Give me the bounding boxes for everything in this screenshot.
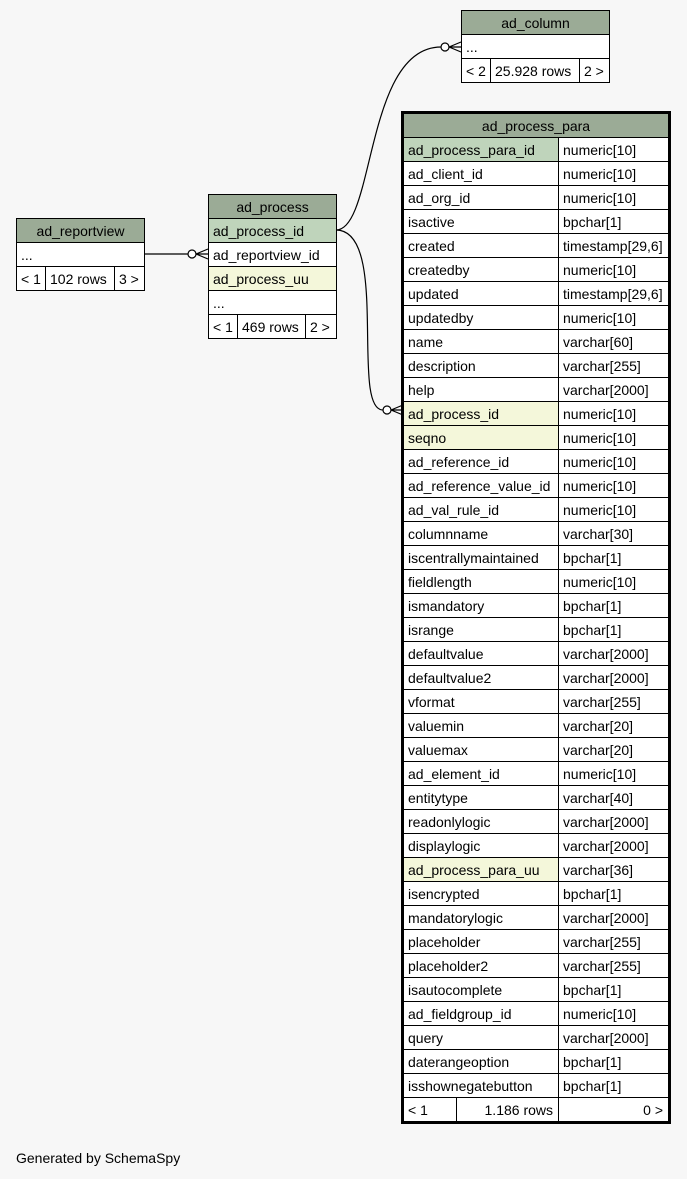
column-type: numeric[10] [559, 426, 670, 450]
column-type: numeric[10] [559, 138, 670, 162]
column-type: varchar[60] [559, 330, 670, 354]
column-row[interactable] [403, 282, 670, 306]
column-row[interactable] [403, 546, 670, 570]
column-row[interactable] [403, 786, 670, 810]
column-row[interactable] [403, 930, 670, 954]
column-ad-reportview-id[interactable]: ad_reportview_id [209, 243, 337, 267]
column-type: bpchar[1] [559, 594, 670, 618]
column-name[interactable]: createdby [403, 258, 559, 282]
column-name[interactable]: isrange [403, 618, 559, 642]
column-type: bpchar[1] [559, 210, 670, 234]
table-header[interactable]: ad_column [462, 11, 610, 35]
column-row[interactable] [403, 234, 670, 258]
column-type: varchar[2000] [559, 810, 670, 834]
column-name[interactable]: vformat [403, 690, 559, 714]
prev-link[interactable]: < 1 [403, 1098, 457, 1123]
column-type: varchar[2000] [559, 834, 670, 858]
column-row[interactable] [403, 834, 670, 858]
relation-crowfoot [196, 249, 208, 259]
column-name[interactable]: ad_org_id [403, 186, 559, 210]
column-type: varchar[36] [559, 858, 670, 882]
column-type: varchar[2000] [559, 906, 670, 930]
relation-crowfoot [449, 42, 461, 52]
next-link[interactable]: 2 > [306, 315, 337, 339]
column-name[interactable]: valuemax [403, 738, 559, 762]
column-type: varchar[2000] [559, 666, 670, 690]
column-row[interactable] [403, 330, 670, 354]
column-type: bpchar[1] [559, 618, 670, 642]
column-row[interactable] [403, 162, 670, 186]
column-type: numeric[10] [559, 306, 670, 330]
column-type: bpchar[1] [559, 1074, 670, 1098]
column-name[interactable]: fieldlength [403, 570, 559, 594]
next-link[interactable]: 0 > [559, 1098, 670, 1123]
column-row[interactable] [403, 810, 670, 834]
table-header[interactable]: ad_process [209, 195, 337, 219]
column-name[interactable]: placeholder2 [403, 954, 559, 978]
column-row[interactable] [403, 354, 670, 378]
column-name[interactable]: isencrypted [403, 882, 559, 906]
column-type: varchar[255] [559, 954, 670, 978]
column-type: varchar[30] [559, 522, 670, 546]
column-type: varchar[20] [559, 738, 670, 762]
column-type: numeric[10] [559, 186, 670, 210]
table-ad-process[interactable] [208, 194, 337, 339]
column-name[interactable]: ad_process_para_id [403, 138, 559, 162]
column-name[interactable]: displaylogic [403, 834, 559, 858]
table-ad-reportview[interactable] [16, 218, 145, 291]
pagination-row [403, 1098, 670, 1123]
column-type: bpchar[1] [559, 978, 670, 1002]
prev-link[interactable]: < 1 [17, 267, 46, 291]
column-type: varchar[255] [559, 690, 670, 714]
column-row[interactable] [403, 1026, 670, 1050]
column-type: varchar[2000] [559, 378, 670, 402]
column-row[interactable] [403, 570, 670, 594]
column-row[interactable] [403, 402, 670, 426]
column-type: varchar[2000] [559, 1026, 670, 1050]
column-name[interactable]: created [403, 234, 559, 258]
column-row[interactable] [403, 738, 670, 762]
column-name[interactable]: ad_process_id [403, 402, 559, 426]
column-row[interactable] [403, 954, 670, 978]
column-row[interactable] [403, 210, 670, 234]
column-name[interactable]: isactive [403, 210, 559, 234]
column-type: varchar[20] [559, 714, 670, 738]
column-row[interactable] [403, 426, 670, 450]
column-row[interactable] [403, 714, 670, 738]
column-type: numeric[10] [559, 570, 670, 594]
column-name[interactable]: name [403, 330, 559, 354]
column-row[interactable] [403, 378, 670, 402]
column-name[interactable]: mandatorylogic [403, 906, 559, 930]
column-name[interactable]: entitytype [403, 786, 559, 810]
column-name[interactable]: updated [403, 282, 559, 306]
column-type: numeric[10] [559, 258, 670, 282]
relation-crowfoot-circle [188, 250, 196, 258]
column-row[interactable] [403, 690, 670, 714]
prev-link[interactable]: < 1 [209, 315, 238, 339]
ellipsis-row: ... [209, 291, 337, 315]
relation-crowfoot-circle [383, 406, 391, 414]
column-row[interactable] [403, 762, 670, 786]
column-type: numeric[10] [559, 762, 670, 786]
table-ad-column[interactable] [461, 10, 610, 83]
column-name[interactable]: ad_fieldgroup_id [403, 1002, 559, 1026]
column-name[interactable]: placeholder [403, 930, 559, 954]
column-row[interactable] [403, 594, 670, 618]
row-count: 25.928 rows [491, 59, 580, 83]
column-type: timestamp[29,6] [559, 234, 670, 258]
column-name[interactable]: updatedby [403, 306, 559, 330]
column-name[interactable]: valuemin [403, 714, 559, 738]
column-row[interactable] [403, 882, 670, 906]
column-type: timestamp[29,6] [559, 282, 670, 306]
column-row[interactable] [403, 642, 670, 666]
column-type: numeric[10] [559, 402, 670, 426]
column-row[interactable] [403, 1074, 670, 1098]
ellipsis-row: ... [462, 35, 610, 59]
column-row[interactable] [403, 978, 670, 1002]
relation-crowfoot-circle [441, 43, 449, 51]
column-name[interactable]: readonlylogic [403, 810, 559, 834]
column-row[interactable] [403, 138, 670, 162]
column-row[interactable] [403, 522, 670, 546]
column-name[interactable]: daterangeoption [403, 1050, 559, 1074]
column-ad-process-id[interactable]: ad_process_id [209, 219, 337, 243]
column-type: bpchar[1] [559, 882, 670, 906]
column-row[interactable] [403, 906, 670, 930]
column-name[interactable]: seqno [403, 426, 559, 450]
column-name[interactable]: ismandatory [403, 594, 559, 618]
column-name[interactable]: defaultvalue2 [403, 666, 559, 690]
column-type: numeric[10] [559, 498, 670, 522]
column-type: varchar[255] [559, 930, 670, 954]
column-row[interactable] [403, 498, 670, 522]
column-type: bpchar[1] [559, 546, 670, 570]
prev-link[interactable]: < 2 [462, 59, 491, 83]
column-name[interactable]: query [403, 1026, 559, 1050]
column-row[interactable] [403, 1050, 670, 1074]
row-count: 1.186 rows [457, 1098, 559, 1123]
next-link[interactable]: 2 > [580, 59, 610, 83]
column-row[interactable] [403, 666, 670, 690]
column-name[interactable]: iscentrallymaintained [403, 546, 559, 570]
table-header[interactable]: ad_process_para [403, 113, 670, 138]
column-name[interactable]: isshownegatebutton [403, 1074, 559, 1098]
table-header[interactable]: ad_reportview [17, 219, 145, 243]
column-type: varchar[2000] [559, 642, 670, 666]
table-ad-process-para[interactable] [401, 111, 671, 1124]
column-name[interactable]: ad_reference_id [403, 450, 559, 474]
column-type: varchar[255] [559, 354, 670, 378]
column-name[interactable]: ad_val_rule_id [403, 498, 559, 522]
ellipsis-row: ... [17, 243, 145, 267]
column-ad-process-uu[interactable]: ad_process_uu [209, 267, 337, 291]
column-type: numeric[10] [559, 474, 670, 498]
column-name[interactable]: help [403, 378, 559, 402]
column-name[interactable]: description [403, 354, 559, 378]
column-name[interactable]: isautocomplete [403, 978, 559, 1002]
next-link[interactable]: 3 > [115, 267, 145, 291]
column-row[interactable] [403, 618, 670, 642]
column-name[interactable]: columnname [403, 522, 559, 546]
relation-process-para [336, 230, 383, 410]
column-row[interactable] [403, 474, 670, 498]
footer-generated-by: Generated by SchemaSpy [16, 1150, 181, 1166]
column-type: bpchar[1] [559, 1050, 670, 1074]
column-type: numeric[10] [559, 450, 670, 474]
column-row[interactable] [403, 450, 670, 474]
column-row[interactable] [403, 306, 670, 330]
column-name[interactable]: ad_process_para_uu [403, 858, 559, 882]
column-name[interactable]: ad_element_id [403, 762, 559, 786]
row-count: 469 rows [238, 315, 306, 339]
column-name[interactable]: defaultvalue [403, 642, 559, 666]
column-row[interactable] [403, 186, 670, 210]
row-count: 102 rows [46, 267, 115, 291]
column-type: numeric[10] [559, 162, 670, 186]
column-name[interactable]: ad_client_id [403, 162, 559, 186]
column-row[interactable] [403, 858, 670, 882]
column-name[interactable]: ad_reference_value_id [403, 474, 559, 498]
column-type: varchar[40] [559, 786, 670, 810]
column-type: numeric[10] [559, 1002, 670, 1026]
column-row[interactable] [403, 258, 670, 282]
column-row[interactable] [403, 1002, 670, 1026]
